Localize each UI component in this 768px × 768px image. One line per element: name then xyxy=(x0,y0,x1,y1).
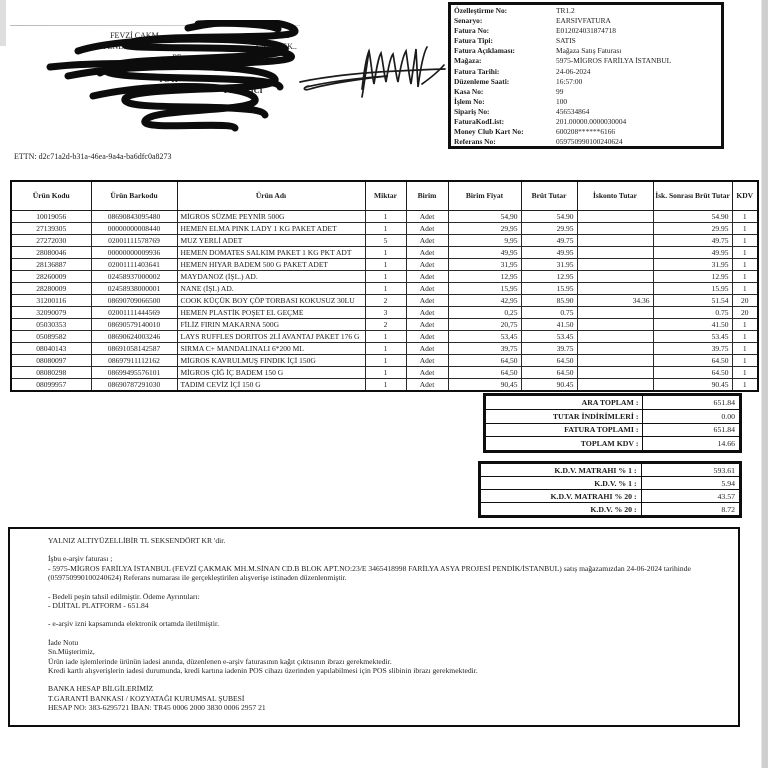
item-cell: 34.36 xyxy=(577,294,653,306)
summary-value: 8.72 xyxy=(641,503,739,516)
item-cell: 10019056 xyxy=(11,210,91,222)
item-cell: 08699495576101 xyxy=(91,366,177,378)
item-cell: 54.90 xyxy=(653,210,732,222)
item-cell: Adet xyxy=(406,222,448,234)
meta-row xyxy=(454,107,721,117)
item-cell: 1 xyxy=(732,258,758,270)
item-row xyxy=(11,246,758,258)
item-cell: 1 xyxy=(732,330,758,342)
meta-row xyxy=(454,16,721,26)
meta-value: Mağaza Satış Faturası xyxy=(556,46,622,56)
item-cell: 1 xyxy=(732,270,758,282)
meta-row xyxy=(454,117,721,127)
meta-value: TR1.2 xyxy=(556,6,575,15)
item-cell: Adet xyxy=(406,294,448,306)
item-cell: 20 xyxy=(732,306,758,318)
item-cell: 02458938000001 xyxy=(91,282,177,294)
item-cell: 49.95 xyxy=(653,246,732,258)
item-cell: 28080046 xyxy=(11,246,91,258)
buyer-line-left: PE xyxy=(172,53,182,62)
item-cell: 64.50 xyxy=(521,354,577,366)
item-cell: Adet xyxy=(406,378,448,391)
item-cell: Adet xyxy=(406,282,448,294)
item-cell: 15.95 xyxy=(653,282,732,294)
buyer-line-left: FEVZİ ÇAKM xyxy=(110,31,159,40)
item-cell: 28260009 xyxy=(11,270,91,282)
meta-value: 100 xyxy=(556,96,568,106)
item-cell: Adet xyxy=(406,354,448,366)
summary-row xyxy=(481,490,740,503)
item-cell: HEMEN PLASTİK POŞET EL GEÇME xyxy=(177,306,365,318)
item-cell: 05089582 xyxy=(11,330,91,342)
summary-row xyxy=(486,437,740,451)
item-cell: 64,50 xyxy=(448,354,521,366)
meta-label: FaturaKodList: xyxy=(454,117,505,127)
buyer-line-left: TC K xyxy=(158,75,178,84)
buyer-line xyxy=(40,30,360,41)
item-cell: 1 xyxy=(365,342,406,354)
item-cell: 39.75 xyxy=(521,342,577,354)
buyer-line-right: TÜKETİCİ xyxy=(222,86,263,95)
item-cell: 90.45 xyxy=(521,378,577,391)
note-line: BANKA HESAP BİLGİLERİMİZ xyxy=(48,684,154,694)
item-cell: 5 xyxy=(365,234,406,246)
item-cell xyxy=(577,366,653,378)
item-cell: 02001111403641 xyxy=(91,258,177,270)
summary-label: TUTAR İNDİRİMLERİ : xyxy=(486,409,643,423)
item-cell: 1 xyxy=(732,282,758,294)
item-cell: MİGROS ÇİĞ İÇ BADEM 150 G xyxy=(177,366,365,378)
item-cell: 08690624003246 xyxy=(91,330,177,342)
item-cell: 12.95 xyxy=(521,270,577,282)
item-cell: 64,50 xyxy=(448,366,521,378)
items-column-header: Birim xyxy=(406,181,448,210)
item-cell: MUZ YERLİ ADET xyxy=(177,234,365,246)
item-cell: COOK KÜÇÜK BOY ÇÖP TORBASI KOKUSUZ 30LU xyxy=(177,294,365,306)
item-cell: 0,25 xyxy=(448,306,521,318)
item-cell: 02458937000002 xyxy=(91,270,177,282)
item-cell: 41.50 xyxy=(521,318,577,330)
summary-row xyxy=(481,464,740,477)
meta-row xyxy=(454,67,721,77)
meta-value: 16:57:00 xyxy=(556,76,583,86)
items-table xyxy=(10,180,759,392)
summary-value: 651.84 xyxy=(643,396,740,410)
item-cell: 27139305 xyxy=(11,222,91,234)
item-cell: 1 xyxy=(365,246,406,258)
meta-row xyxy=(454,137,721,147)
meta-value: EARSIVFATURA xyxy=(556,16,611,26)
item-cell: 1 xyxy=(732,366,758,378)
item-cell xyxy=(577,210,653,222)
item-cell: 12.95 xyxy=(653,270,732,282)
note-line: YALNIZ ALTIYÜZELLİBİR TL SEKSENDÖRT KR 'dir. xyxy=(48,536,226,545)
summary-value: 593.61 xyxy=(641,464,739,477)
item-cell: 54.90 xyxy=(521,210,577,222)
item-row xyxy=(11,234,758,246)
item-cell: NANE (İŞL) AD. xyxy=(177,282,365,294)
item-cell xyxy=(577,246,653,258)
meta-value: 059750990100240624 xyxy=(556,137,623,147)
item-cell: 08040143 xyxy=(11,342,91,354)
item-cell: Adet xyxy=(406,234,448,246)
meta-label: Mağaza: xyxy=(454,56,482,66)
item-cell: 41.50 xyxy=(653,318,732,330)
item-cell: MİGROS KAVRULMUŞ FINDIK İÇİ 150G xyxy=(177,354,365,366)
items-header-row xyxy=(11,181,758,210)
item-cell: HEMEN ELMA PINK LADY 1 KG PAKET ADET xyxy=(177,222,365,234)
item-cell: 2 xyxy=(365,294,406,306)
meta-row xyxy=(454,26,721,36)
item-cell: 53,45 xyxy=(448,330,521,342)
item-cell: 12,95 xyxy=(448,270,521,282)
summary-row xyxy=(486,396,740,410)
scan-top-rule xyxy=(10,25,300,26)
meta-value: 99 xyxy=(556,86,564,96)
items-table-wrap xyxy=(10,180,757,392)
summary-label: K.D.V. MATRAHI % 20 : xyxy=(481,490,642,503)
item-cell: Adet xyxy=(406,318,448,330)
buyer-line-right: İl xyxy=(214,64,220,73)
item-cell: 32090079 xyxy=(11,306,91,318)
note-line: - e-arşiv izni kapsamında elektronik ortamda iletilmiştir. xyxy=(48,619,220,629)
item-row xyxy=(11,354,758,366)
item-cell: Adet xyxy=(406,366,448,378)
item-cell: 08690709066500 xyxy=(91,294,177,306)
item-cell: 29.95 xyxy=(521,222,577,234)
item-cell: 53.45 xyxy=(653,330,732,342)
summary-value: 651.84 xyxy=(643,423,740,437)
item-cell xyxy=(577,222,653,234)
item-cell: 1 xyxy=(732,318,758,330)
item-cell: 1 xyxy=(365,210,406,222)
item-cell: 64.50 xyxy=(653,354,732,366)
buyer-line-left: PENDİK/İSTA xyxy=(103,42,152,51)
item-cell xyxy=(577,258,653,270)
item-cell: 20,75 xyxy=(448,318,521,330)
item-cell: 31.95 xyxy=(521,258,577,270)
summary-label: K.D.V. MATRAHI % 1 : xyxy=(481,464,642,477)
items-column-header: Ürün Kodu xyxy=(11,181,91,210)
summary-row xyxy=(481,503,740,516)
item-cell: 51.54 xyxy=(653,294,732,306)
item-cell: 31.95 xyxy=(653,258,732,270)
item-cell: 1 xyxy=(732,210,758,222)
meta-value: E012024031874718 xyxy=(556,26,616,36)
summary-value: 0.00 xyxy=(643,409,740,423)
item-cell: 02001111578769 xyxy=(91,234,177,246)
meta-label: Referans No: xyxy=(454,137,496,147)
item-cell: HEMEN HIYAR BADEM 500 G PAKET ADET xyxy=(177,258,365,270)
meta-label: Kasa No: xyxy=(454,86,484,96)
vat-box xyxy=(478,461,742,518)
item-cell xyxy=(577,318,653,330)
meta-value: 456534864 xyxy=(556,106,590,116)
item-cell: Adet xyxy=(406,306,448,318)
item-cell: Adet xyxy=(406,210,448,222)
item-cell: SIRMA C+ MANDALINALI 6*200 ML xyxy=(177,342,365,354)
meta-value: 24-06-2024 xyxy=(556,66,591,76)
meta-label: Özelleştirme No: xyxy=(454,6,508,15)
item-cell xyxy=(577,342,653,354)
item-cell: 49,95 xyxy=(448,246,521,258)
item-cell xyxy=(577,378,653,391)
item-row xyxy=(11,306,758,318)
item-cell: 39,75 xyxy=(448,342,521,354)
meta-value: SATIS xyxy=(556,36,576,46)
item-cell xyxy=(577,354,653,366)
item-cell: 85.90 xyxy=(521,294,577,306)
item-cell: 64.50 xyxy=(521,366,577,378)
item-row xyxy=(11,378,758,391)
item-cell: 1 xyxy=(732,222,758,234)
item-row xyxy=(11,342,758,354)
item-cell: 28136887 xyxy=(11,258,91,270)
item-cell: 31200116 xyxy=(11,294,91,306)
item-cell: 9,95 xyxy=(448,234,521,246)
note-line: (059750990100240624) Referans numarası ile gerçekleştirilen alışverişe istinaden düzenlenmiştir. xyxy=(48,573,347,583)
items-column-header: İsk. Sonrası Brüt Tutar xyxy=(653,181,732,210)
item-cell: 90,45 xyxy=(448,378,521,391)
item-cell: 00000000008440 xyxy=(91,222,177,234)
item-row xyxy=(11,366,758,378)
item-cell: 31,95 xyxy=(448,258,521,270)
meta-label: Senaryo: xyxy=(454,16,483,26)
item-cell: 1 xyxy=(732,234,758,246)
summary-label: FATURA TOPLAMI : xyxy=(486,423,643,437)
meta-value: 600208******6166 xyxy=(556,127,616,137)
item-cell: 08080298 xyxy=(11,366,91,378)
item-cell xyxy=(577,270,653,282)
summary-label: TOPLAM KDV : xyxy=(486,437,643,451)
item-cell: Adet xyxy=(406,270,448,282)
item-cell: Adet xyxy=(406,246,448,258)
summary-value: 14.66 xyxy=(643,437,740,451)
items-column-header: İskonto Tutar xyxy=(577,181,653,210)
item-cell: 08691058142587 xyxy=(91,342,177,354)
item-cell: 29,95 xyxy=(448,222,521,234)
item-cell: 3 xyxy=(365,306,406,318)
totals-box xyxy=(483,393,742,453)
note-line: HESAP NO: 383-6295721 İBAN: TR45 0006 2000 3830 0006 2957 21 xyxy=(48,703,266,713)
item-cell: 64.50 xyxy=(653,366,732,378)
item-cell: 49.75 xyxy=(521,234,577,246)
item-cell: 0.75 xyxy=(521,306,577,318)
item-cell: 1 xyxy=(365,378,406,391)
meta-label: Sipariş No: xyxy=(454,106,490,116)
item-cell: 08690843095480 xyxy=(91,210,177,222)
meta-label: Düzenleme Saati: xyxy=(454,76,510,86)
item-cell: 08690787291030 xyxy=(91,378,177,391)
buyer-line-right: k N xyxy=(229,75,242,84)
item-cell: 1 xyxy=(365,258,406,270)
item-cell: 42,95 xyxy=(448,294,521,306)
item-cell: 1 xyxy=(365,222,406,234)
item-cell: Adet xyxy=(406,258,448,270)
item-cell: LAYS RUFFLES DORITOS 2Lİ AVANTAJ PAKET 176 G xyxy=(177,330,365,342)
item-cell: 1 xyxy=(365,366,406,378)
item-cell xyxy=(577,234,653,246)
item-cell: Adet xyxy=(406,342,448,354)
buyer-line-right: E: 3 xyxy=(276,31,290,40)
note-line: İşbu e-arşiv faturası ; xyxy=(48,554,113,564)
item-row xyxy=(11,318,758,330)
note-line: - Bedeli peşin tahsil edilmiştir. Ödeme Ayrıntıları: xyxy=(48,591,200,601)
item-cell: 90.45 xyxy=(653,378,732,391)
item-cell: 54,90 xyxy=(448,210,521,222)
scan-edge-right xyxy=(761,0,768,768)
item-cell: 20 xyxy=(732,294,758,306)
summary-value: 5.94 xyxy=(641,477,739,490)
meta-label: Money Club Kart No: xyxy=(454,127,524,137)
item-cell: MİGROS SÜZME PEYNİR 500G xyxy=(177,210,365,222)
meta-label: Fatura No: xyxy=(454,26,490,36)
meta-row xyxy=(454,87,721,97)
item-row xyxy=(11,270,758,282)
item-cell: 53.45 xyxy=(521,330,577,342)
item-row xyxy=(11,282,758,294)
item-cell: 08099957 xyxy=(11,378,91,391)
summary-row xyxy=(486,423,740,437)
note-line: İade Notu xyxy=(48,637,79,647)
summary-value: 43.57 xyxy=(641,490,739,503)
item-cell: 1 xyxy=(732,378,758,391)
item-row xyxy=(11,330,758,342)
meta-row xyxy=(454,77,721,87)
item-cell: HEMEN DOMATES SALKIM PAKET 1 KG PKT ADT xyxy=(177,246,365,258)
meta-row xyxy=(454,36,721,46)
item-cell: 05030353 xyxy=(11,318,91,330)
item-cell: 1 xyxy=(732,246,758,258)
item-cell xyxy=(577,282,653,294)
invoice-meta-box xyxy=(448,2,724,149)
meta-row xyxy=(454,6,721,16)
items-column-header: Ürün Barkodu xyxy=(91,181,177,210)
meta-label: Fatura Açıklaması: xyxy=(454,46,515,56)
item-cell: 1 xyxy=(365,270,406,282)
meta-label: İşlem No: xyxy=(454,96,485,106)
meta-value: 5975-MİGROS FARİLYA İSTANBUL xyxy=(556,56,672,66)
item-cell: 1 xyxy=(732,342,758,354)
item-cell: 1 xyxy=(365,354,406,366)
meta-label: Fatura Tipi: xyxy=(454,36,493,46)
summary-label: ARA TOPLAM : xyxy=(486,396,643,410)
notes-box xyxy=(8,527,740,727)
note-line: T.GARANTİ BANKASI / KOZYATAĞI KURUMSAL ŞUBESİ xyxy=(48,693,245,703)
item-cell: TADIM CEVİZ İÇİ 150 G xyxy=(177,378,365,391)
meta-row xyxy=(454,97,721,107)
summary-label: K.D.V. % 20 : xyxy=(481,503,642,516)
note-line: Kredi kartlı alışverişlerin iadesi durumunda, kredi kartına iadenin POS cihazı üzerinden yapılabilmesi için POS slibinin ibrazı gerekmektedir. xyxy=(48,666,478,676)
item-cell: 49.75 xyxy=(653,234,732,246)
buyer-line-right: LANIK SK.. xyxy=(255,42,297,51)
note-line: - DİJİTAL PLATFORM - 651.84 xyxy=(48,601,149,611)
note-line: Sn.Müşterimiz, xyxy=(48,647,95,657)
item-cell: 39.75 xyxy=(653,342,732,354)
item-cell: 1 xyxy=(732,354,758,366)
note-line: Ürün iade işlemlerinde ürünün iadesi anında, düzenlenen e-arşiv faturasının kağıt çıktısının ibrazı gerekmektedir. xyxy=(48,656,392,666)
item-cell: 1 xyxy=(365,282,406,294)
item-cell: 08690579140010 xyxy=(91,318,177,330)
signature xyxy=(296,42,448,100)
item-cell: 28280009 xyxy=(11,282,91,294)
summary-row xyxy=(481,477,740,490)
item-cell: 29.95 xyxy=(653,222,732,234)
items-column-header: Brüt Tutar xyxy=(521,181,577,210)
item-cell xyxy=(577,330,653,342)
item-row xyxy=(11,210,758,222)
item-cell: 02001111444569 xyxy=(91,306,177,318)
item-cell: 2 xyxy=(365,318,406,330)
item-cell: 1 xyxy=(365,330,406,342)
meta-label: Fatura Tarihi: xyxy=(454,66,500,76)
item-cell: 49.95 xyxy=(521,246,577,258)
item-cell: 0.75 xyxy=(653,306,732,318)
item-cell: 08080097 xyxy=(11,354,91,366)
item-row xyxy=(11,258,758,270)
item-cell: 08697911112162 xyxy=(91,354,177,366)
note-line: - 5975-MİGROS FARİLYA İSTANBUL (FEVZİ ÇAKMAK MH.M.SİNAN CD.B BLOK APT.NO:23/E 3465418998 FARİLYA ASYA PROJESİ PENDİK/İSTANBUL) satış mağazamızdan 24-06-2024 tarihinde xyxy=(48,563,691,573)
item-cell: FİLİZ FIRIN MAKARNA 500G xyxy=(177,318,365,330)
item-cell: Adet xyxy=(406,330,448,342)
items-column-header: Miktar xyxy=(365,181,406,210)
meta-row xyxy=(454,46,721,56)
item-cell: 00000000009936 xyxy=(91,246,177,258)
summary-row xyxy=(486,409,740,423)
ettn-line: ETTN: d2c71a2d-b31a-46ea-9a4a-ba6dfc0a8273 xyxy=(14,152,172,161)
item-cell: 15,95 xyxy=(448,282,521,294)
meta-row xyxy=(454,56,721,66)
item-cell: 27272030 xyxy=(11,234,91,246)
meta-row xyxy=(454,127,721,137)
scan-edge-left xyxy=(0,0,6,46)
buyer-line-left: Vergi Dairesi: xyxy=(137,86,185,95)
items-column-header: Ürün Adı xyxy=(177,181,365,210)
items-column-header: KDV xyxy=(732,181,758,210)
meta-value: 201.00000.0000030004 xyxy=(556,117,627,127)
summary-label: K.D.V. % 1 : xyxy=(481,477,642,490)
item-row xyxy=(11,294,758,306)
item-cell: MAYDANOZ (İŞL.) AD. xyxy=(177,270,365,282)
items-column-header: Birim Fiyat xyxy=(448,181,521,210)
item-cell xyxy=(577,306,653,318)
item-row xyxy=(11,222,758,234)
item-cell: 15.95 xyxy=(521,282,577,294)
